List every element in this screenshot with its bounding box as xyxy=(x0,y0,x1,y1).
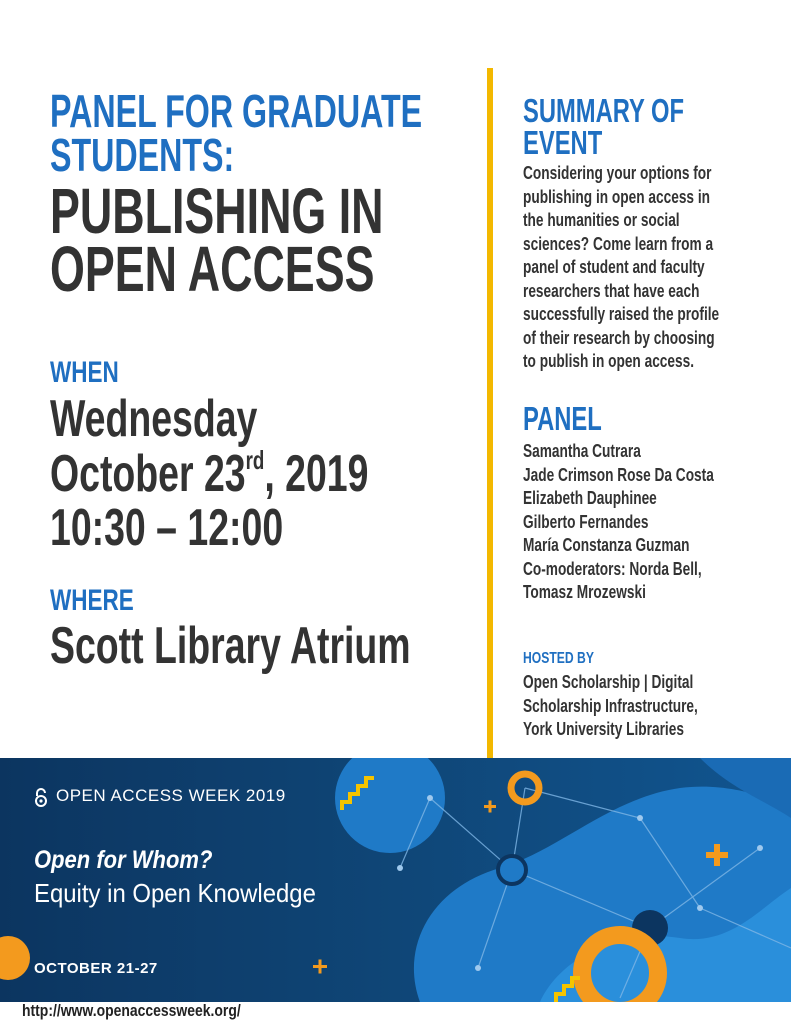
summary-line: successfully raised the profile xyxy=(523,304,720,324)
summary-line: the humanities or social xyxy=(523,210,680,230)
open-access-lock-icon xyxy=(34,788,48,808)
summary-line: of their research by choosing xyxy=(523,327,715,348)
theme-line-2: Equity in Open Knowledge xyxy=(34,878,316,908)
date-main: October 23 xyxy=(50,445,246,503)
panel-heading: PANEL xyxy=(523,400,602,437)
summary-heading-line-1: SUMMARY OF xyxy=(523,92,685,129)
hosted-heading: HOSTED BY xyxy=(523,650,594,667)
vertical-divider xyxy=(487,68,493,760)
summary-heading-line-2: EVENT xyxy=(523,124,603,161)
summary-line: researchers that have each xyxy=(523,280,700,301)
panel-member: Gilberto Fernandes xyxy=(523,511,649,532)
where-location: Scott Library Atrium xyxy=(50,617,411,675)
summary-line: Considering your options for xyxy=(523,163,712,183)
when-date xyxy=(50,445,369,503)
panel-member: María Constanza Guzman xyxy=(523,535,690,555)
title-line-3: PUBLISHING IN xyxy=(50,175,384,247)
date-year: , 2019 xyxy=(264,445,369,503)
title-line-4: OPEN ACCESS xyxy=(50,233,375,305)
panel-member: Samantha Cutrara xyxy=(523,441,641,461)
title-line-2: STUDENTS: xyxy=(50,129,235,181)
summary-line: publishing in open access in xyxy=(523,186,710,207)
panel-member: Co-moderators: Norda Bell, xyxy=(523,558,702,579)
when-day: Wednesday xyxy=(50,390,258,448)
blue-node xyxy=(498,856,526,884)
title-line-1: PANEL FOR GRADUATE xyxy=(50,85,423,137)
event-name: OPEN ACCESS WEEK 2019 xyxy=(56,786,286,805)
hosted-line: York University Libraries xyxy=(523,719,684,739)
event-dates: OCTOBER 21-27 xyxy=(34,960,158,977)
when-label: WHEN xyxy=(50,356,119,389)
hosted-line: Scholarship Infrastructure, xyxy=(523,695,698,716)
date-suffix: rd xyxy=(245,445,265,475)
footer-url-link[interactable]: http://www.openaccessweek.org/ xyxy=(22,1001,241,1020)
summary-line: panel of student and faculty xyxy=(523,257,705,277)
hosted-line: Open Scholarship | Digital xyxy=(523,672,694,692)
theme-line-1: Open for Whom? xyxy=(34,846,213,874)
panel-member: Elizabeth Dauphinee xyxy=(523,488,657,508)
when-time: 10:30 – 12:00 xyxy=(50,499,284,557)
panel-member: Jade Crimson Rose Da Costa xyxy=(523,464,714,485)
summary-line: sciences? Come learn from a xyxy=(523,233,714,254)
panel-member: Tomasz Mrozewski xyxy=(523,582,646,602)
where-label: WHERE xyxy=(50,584,134,617)
summary-line: to publish in open access. xyxy=(523,351,695,371)
